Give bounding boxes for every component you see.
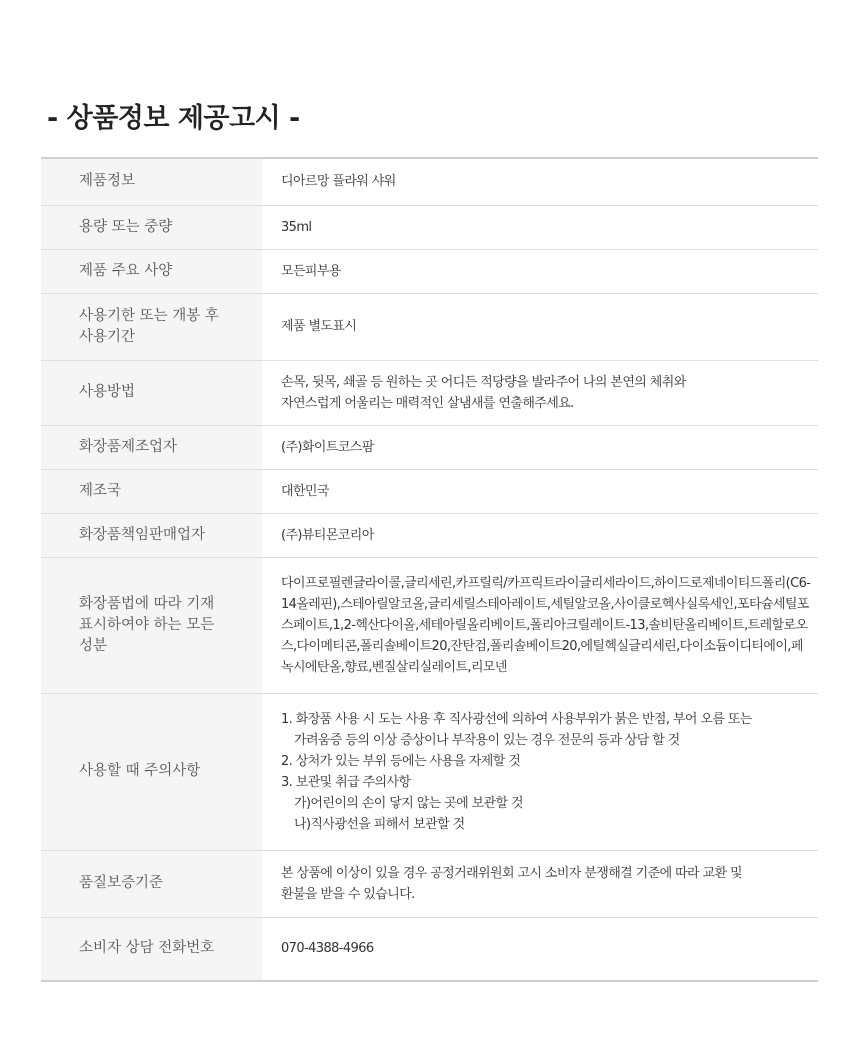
row-value	[262, 158, 818, 205]
table-row	[41, 917, 818, 981]
row-value	[262, 557, 818, 693]
table-row	[41, 693, 818, 850]
row-label-text: 화장품책임판매업자	[79, 526, 206, 543]
row-label	[41, 425, 262, 469]
row-value	[262, 249, 818, 293]
row-value-text: 35ml	[281, 219, 312, 235]
row-value-text: 가)어린이의 손이 닿지 않는 곳에 보관할 것	[294, 795, 523, 811]
row-label	[41, 469, 262, 513]
row-value-text: (주)화이트코스팜	[281, 439, 374, 455]
row-value-text: 2. 상처가 있는 부위 등에는 사용을 자제할 것	[281, 753, 521, 769]
row-label-text: 품질보증기준	[79, 875, 164, 891]
table-row	[41, 557, 818, 693]
row-value-text: 자연스럽게 어울리는 매력적인 살냄새를 연출해주세요.	[281, 395, 574, 411]
row-label-text: 소비자 상담 전화번호	[79, 940, 215, 957]
row-label-text: 제품 주요 사양	[79, 262, 173, 279]
table-row	[41, 425, 818, 469]
row-label	[41, 293, 262, 360]
phone-number: 070-4388-4966	[281, 941, 374, 957]
row-label-text: 사용방법	[79, 384, 136, 400]
table-row	[41, 469, 818, 513]
row-label-text: 사용기간	[79, 328, 136, 345]
row-label	[41, 205, 262, 249]
row-value-text: 3. 보관및 취급 주의사항	[281, 774, 411, 790]
row-label	[41, 249, 262, 293]
row-label	[41, 557, 262, 693]
row-value-text: 모든피부용	[281, 263, 341, 279]
row-label-text: 제조국	[79, 482, 122, 499]
row-value-text: 본 상품에 이상이 있을 경우 공정거래위원회 고시 소비자 분쟁해결 기준에 따라 교환 및	[281, 865, 742, 881]
row-value	[262, 469, 818, 513]
row-label	[41, 850, 262, 917]
row-value-text: 대한민국	[281, 483, 329, 499]
row-label-text: 화장품제조업자	[79, 438, 178, 455]
row-value	[262, 293, 818, 360]
row-label-text: 용량 또는 중량	[79, 218, 173, 235]
row-label-text: 사용할 때 주의사항	[79, 763, 201, 779]
table-row	[41, 360, 818, 425]
row-label	[41, 360, 262, 425]
row-value-text: 1. 화장품 사용 시 도는 사용 후 직사광선에 의하여 사용부위가 붉은 반점, 부어 오름 또는	[281, 711, 752, 727]
product-info-table	[41, 157, 818, 982]
row-label-text: 사용기한 또는 개봉 후	[79, 307, 219, 324]
row-value-text: 나)직사광선을 피해서 보관할 것	[294, 816, 465, 832]
row-value	[262, 917, 818, 981]
table-row	[41, 249, 818, 293]
row-value	[262, 693, 818, 850]
table-row	[41, 293, 818, 360]
ingredients-text: 다이프로필렌글라이콜,글리세린,카프릴릭/카프릭트라이글리세라이드,하이드로제네이티드폴리(C6-14올레핀),스테아릴알코올,글리세릴스테아레이트,세틸알코올,사이클로헥사실록세인,포타슘세틸포스페이트,1,2-헥산다이올,세테아릴올리베이트,폴리아크릴레이트-13,솔비탄올리베이트,트레할로오스,다이메티콘,폴리솔베이트20,잔탄검,폴리솔베이트20,에틸헥실글리세린,다이소듐이디티에이,페녹시에탄올,향료,벤질살리실레이트,리모넨	[281, 575, 811, 675]
row-label-text: 제품정보	[79, 173, 136, 190]
row-value	[262, 850, 818, 917]
row-value	[262, 513, 818, 557]
row-value-text: 환불을 받을 수 있습니다.	[281, 886, 415, 902]
row-value	[262, 360, 818, 425]
row-label	[41, 513, 262, 557]
row-label	[41, 158, 262, 205]
row-label-text: 표시하여야 하는 모든	[79, 616, 215, 633]
row-value	[262, 425, 818, 469]
table-row	[41, 850, 818, 917]
row-value-text: 디아르망 플라워 샤워	[281, 174, 396, 190]
table-row	[41, 205, 818, 249]
page-title: - 상품정보 제공고시 -	[47, 103, 300, 134]
row-value-text: 제품 별도표시	[281, 319, 357, 334]
table-row	[41, 158, 818, 205]
row-value-text: 손목, 뒷목, 쇄골 등 원하는 곳 어디든 적당량을 발라주어 나의 본연의 체취와	[281, 374, 686, 390]
row-value	[262, 205, 818, 249]
row-value-text: 가려움증 등의 이상 증상이나 부작용이 있는 경우 전문의 등과 상담 할 것	[294, 732, 680, 748]
row-label	[41, 693, 262, 850]
row-label-text: 성분	[79, 637, 108, 654]
row-label-text: 화장품법에 따라 기재	[79, 595, 215, 612]
row-value-text: (주)뷰티몬코리아	[281, 527, 374, 543]
table-row	[41, 513, 818, 557]
row-label	[41, 917, 262, 981]
